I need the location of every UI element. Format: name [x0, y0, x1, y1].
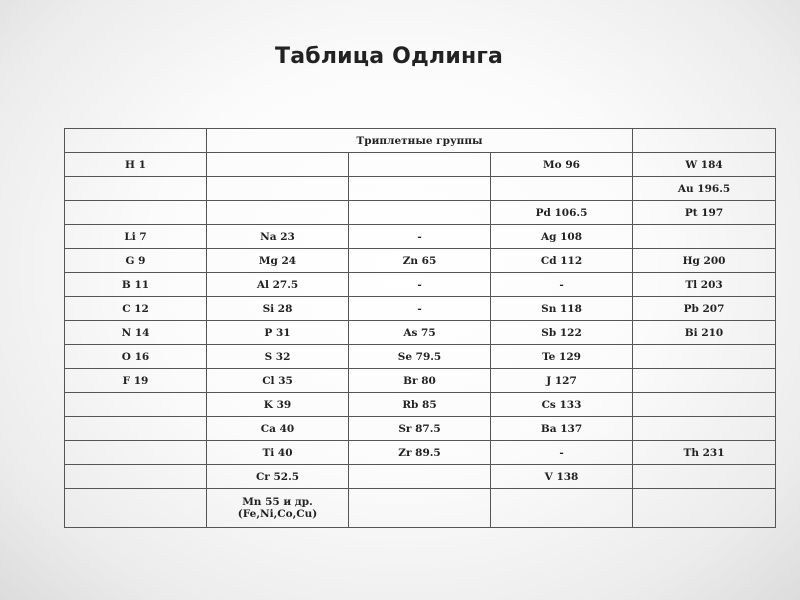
table-cell: Mo 96	[491, 153, 633, 177]
table-cell: Rb 85	[349, 393, 491, 417]
table-cell: -	[349, 225, 491, 249]
table-cell: Ag 108	[491, 225, 633, 249]
table-cell	[633, 489, 776, 528]
table-cell: Tl 203	[633, 273, 776, 297]
table-cell	[349, 177, 491, 201]
table-row	[65, 153, 776, 177]
table-cell	[207, 153, 349, 177]
table-cell: Cd 112	[491, 249, 633, 273]
table-header-row	[65, 129, 776, 153]
table-cell: V 138	[491, 465, 633, 489]
table-cell: -	[491, 273, 633, 297]
table-cell: Ti 40	[207, 441, 349, 465]
table-row	[65, 417, 776, 441]
table-cell: Mg 24	[207, 249, 349, 273]
table-cell: J 127	[491, 369, 633, 393]
table-row	[65, 297, 776, 321]
table-row	[65, 177, 776, 201]
table-row	[65, 369, 776, 393]
table-cell: Pb 207	[633, 297, 776, 321]
table-cell: G 9	[65, 249, 207, 273]
table-cell: P 31	[207, 321, 349, 345]
table-cell: Br 80	[349, 369, 491, 393]
table-cell	[65, 129, 207, 153]
table-cell: Zn 65	[349, 249, 491, 273]
table-cell: Cs 133	[491, 393, 633, 417]
table-cell: As 75	[349, 321, 491, 345]
table-cell: -	[349, 297, 491, 321]
table-cell: Si 28	[207, 297, 349, 321]
table-cell	[65, 465, 207, 489]
table-cell: Te 129	[491, 345, 633, 369]
table-cell	[633, 393, 776, 417]
table-cell	[65, 441, 207, 465]
table-cell	[349, 153, 491, 177]
table-cell: B 11	[65, 273, 207, 297]
table-row	[65, 345, 776, 369]
table-cell: Hg 200	[633, 249, 776, 273]
table-cell: Sb 122	[491, 321, 633, 345]
table-cell: Cl 35	[207, 369, 349, 393]
table-row	[65, 393, 776, 417]
table-cell: Mn 55 и др. (Fe,Ni,Co,Cu)	[207, 489, 349, 528]
table-cell: -	[491, 441, 633, 465]
table-cell: Al 27.5	[207, 273, 349, 297]
table-cell	[65, 177, 207, 201]
table-cell	[491, 489, 633, 528]
table-cell	[633, 465, 776, 489]
table-row	[65, 201, 776, 225]
table-cell: K 39	[207, 393, 349, 417]
table-row	[65, 321, 776, 345]
table-cell	[633, 417, 776, 441]
table-cell: Ca 40	[207, 417, 349, 441]
table-cell: W 184	[633, 153, 776, 177]
table-cell	[633, 345, 776, 369]
table-cell	[65, 489, 207, 528]
slide-title: Таблица Одлинга	[275, 44, 504, 69]
table-cell: N 14	[65, 321, 207, 345]
table-cell: Cr 52.5	[207, 465, 349, 489]
table-row	[65, 273, 776, 297]
table-row	[65, 441, 776, 465]
table-cell: Se 79.5	[349, 345, 491, 369]
table-cell: Bi 210	[633, 321, 776, 345]
table-cell	[349, 201, 491, 225]
table-cell: Pd 106.5	[491, 201, 633, 225]
table-cell: S 32	[207, 345, 349, 369]
table-cell: Pt 197	[633, 201, 776, 225]
table-cell: Sn 118	[491, 297, 633, 321]
table-row	[65, 249, 776, 273]
table-cell	[207, 177, 349, 201]
table-cell	[633, 225, 776, 249]
table-cell	[207, 201, 349, 225]
table-cell	[65, 393, 207, 417]
table-cell: Li 7	[65, 225, 207, 249]
table-cell: Ba 137	[491, 417, 633, 441]
table-cell: F 19	[65, 369, 207, 393]
table-cell	[349, 489, 491, 528]
table-cell: C 12	[65, 297, 207, 321]
table-cell: Sr 87.5	[349, 417, 491, 441]
triplet-groups-header: Триплетные группы	[207, 129, 633, 153]
table-cell	[65, 201, 207, 225]
table-cell	[633, 129, 776, 153]
table-row	[65, 465, 776, 489]
table-row	[65, 225, 776, 249]
table-cell: -	[349, 273, 491, 297]
table-cell: H 1	[65, 153, 207, 177]
table-row	[65, 489, 776, 528]
table-cell: Na 23	[207, 225, 349, 249]
table-cell: Zr 89.5	[349, 441, 491, 465]
table-cell: Th 231	[633, 441, 776, 465]
odling-table	[64, 128, 776, 528]
table-cell	[491, 177, 633, 201]
table-cell	[65, 417, 207, 441]
table-cell: O 16	[65, 345, 207, 369]
table-cell	[633, 369, 776, 393]
table-cell	[349, 465, 491, 489]
table-cell: Au 196.5	[633, 177, 776, 201]
